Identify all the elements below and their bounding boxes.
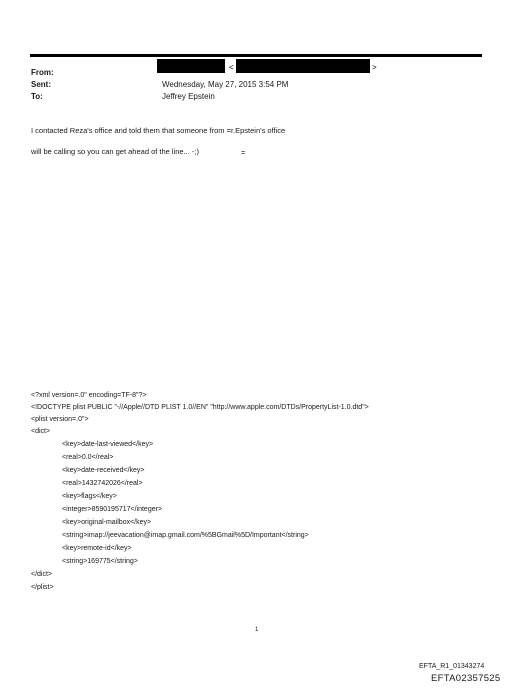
sent-label: Sent: (31, 80, 51, 89)
xml-line: <real>1432742026</real> (62, 480, 143, 487)
xml-line: <string>imap://jeevacation@imap.gmail.com/%5BGmail%5D/Important</string> (62, 532, 309, 539)
xml-line: </dict> (31, 571, 53, 578)
xml-line: <real>0.0</real> (62, 454, 114, 461)
xml-line: <key>date-received</key> (62, 467, 145, 474)
bates-number-2: EFTA02357525 (431, 673, 501, 684)
bates-number-1: EFTA_R1_01343274 (419, 663, 485, 670)
sent-value: Wednesday, May 27, 2015 3:54 PM (162, 80, 289, 89)
xml-line: <integer>8590195717</integer> (62, 506, 163, 513)
xml-line: </plist> (31, 584, 54, 591)
body-line-2: will be calling so you can get ahead of the line... -;) (31, 147, 200, 156)
from-bracket-close: > (372, 63, 377, 72)
xml-line: <string>169775</string> (62, 558, 138, 565)
redaction-from-name (157, 59, 225, 73)
to-label: To: (31, 92, 43, 101)
xml-line: <dict> (31, 428, 51, 435)
from-bracket-open: < (229, 63, 234, 72)
xml-line: <key>original-mailbox</key> (62, 519, 152, 526)
body-line-2-marker: = (241, 148, 246, 157)
xml-line: <plist version=.0"> (31, 416, 89, 423)
page-number: 1 (255, 627, 259, 633)
xml-line: <key>date-last-viewed</key> (62, 441, 154, 448)
from-label: From: (31, 68, 54, 77)
redaction-from-email (236, 59, 370, 73)
to-value: Jeffrey Epstein (162, 92, 215, 101)
xml-line: <key>flags</key> (62, 493, 117, 500)
xml-line: <!DOCTYPE plist PUBLIC "-//Apple//DTD PLIST 1.0//EN" "http://www.apple.com/DTDs/PropertyList-1.0.dtd"> (31, 404, 369, 411)
xml-line: <key>remote-id</key> (62, 545, 132, 552)
header-rule (30, 54, 482, 57)
body-line-1: I contacted Reza's office and told them that someone from =r.Epstein's office (31, 126, 286, 135)
xml-line: <?xml version=.0" encoding=TF-8"?> (31, 392, 147, 399)
